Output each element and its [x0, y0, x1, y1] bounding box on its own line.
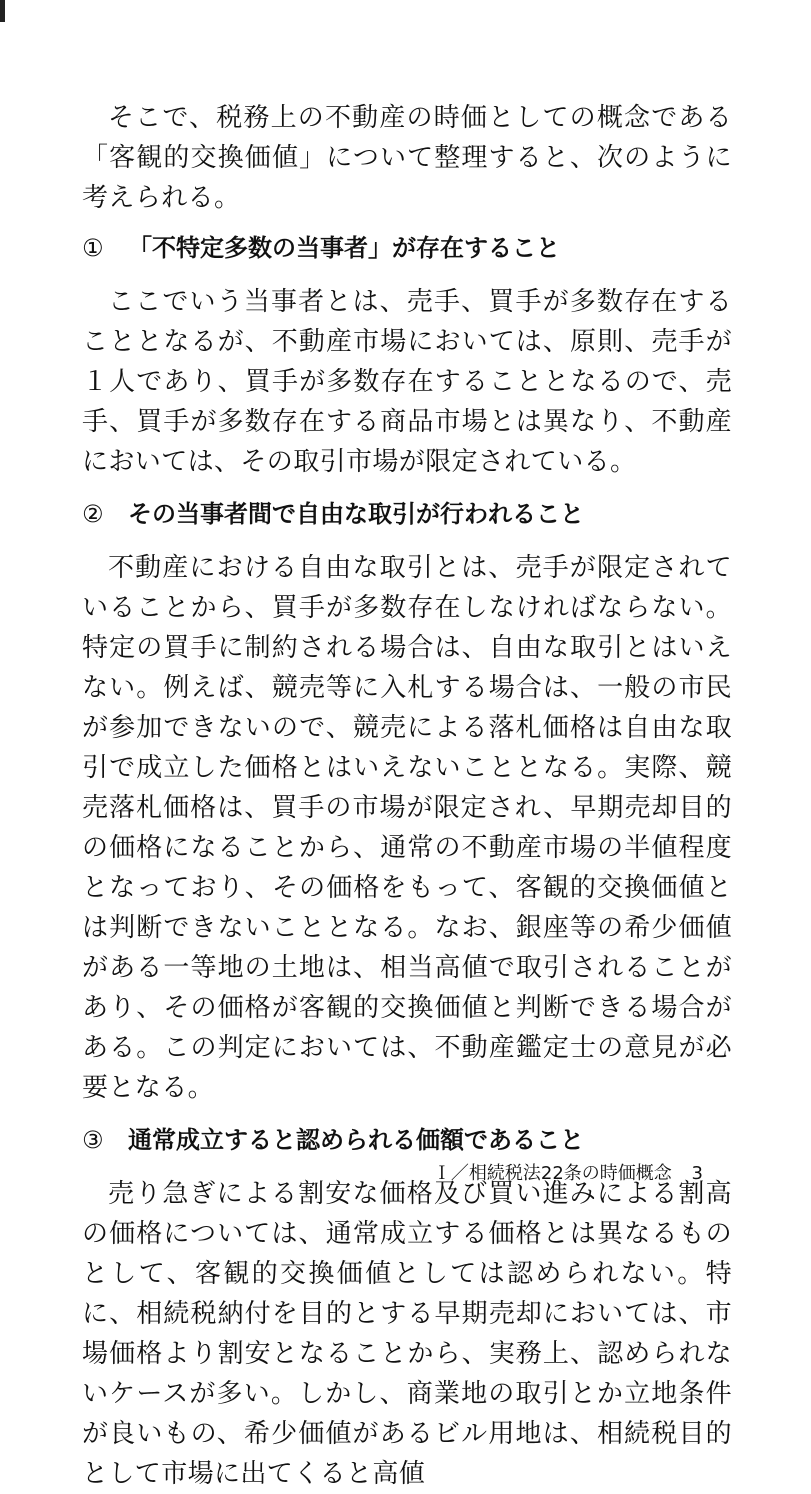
- section-number-1: ①: [82, 234, 104, 262]
- section-number-3: ③: [82, 1126, 104, 1154]
- page-number: 3: [691, 1163, 703, 1184]
- page-content: [82, 98, 732, 1494]
- section-title-1: 「不特定多数の当事者」が存在すること: [128, 234, 560, 262]
- section-title-3: 通常成立すると認められる価額であること: [128, 1126, 584, 1154]
- running-title: Ｉ／相続税法22条の時価概念: [432, 1163, 672, 1184]
- section-heading-2: [82, 494, 732, 534]
- page-footer: [433, 1162, 703, 1186]
- scan-edge-mark: [0, 0, 5, 22]
- section-body-2: 不動産における自由な取引とは、売手が限定されていることから、買手が多数存在しなければならない。特定の買手に制約される場合は、自由な取引とはいえない。例えば、競売等に入札する場合は、一般の市民が参加できないので、競売による落札価格は自由な取引で成立した価格とはいえないこととなる。実際、競売落札価格は、買手の市場が限定され、早期売却目的の価格になることから、通常の不動産市場の半値程度となっており、その価格をもって、客観的交換価値とは判断できないこととなる。なお、銀座等の希少価値がある一等地の土地は、相当高値で取引されることがあり、その価格が客観的交換価値と判断できる場合がある。この判定においては、不動産鑑定士の意見が必要となる。: [82, 553, 732, 1103]
- section-heading-3: [82, 1120, 732, 1160]
- section-body-3: 売り急ぎによる割安な価格及び買い進みによる割高の価格については、通常成立する価格とは異なるものとして、客観的交換価値としては認められない。特に、相続税納付を目的とする早期売却においては、市場価格より割安となることから、実務上、認められないケースが多い。しかし、商業地の取引とか立地条件が良いもの、希少価値があるビル用地は、相続税目的として市場に出てくると高値: [82, 1179, 732, 1489]
- intro-paragraph: そこで、税務上の不動産の時価としての概念である「客観的交換価値」について整理すると、次のように考えられる。: [82, 103, 732, 213]
- section-number-2: ②: [82, 500, 104, 528]
- section-title-2: その当事者間で自由な取引が行われること: [128, 500, 584, 528]
- section-heading-1: [82, 228, 732, 268]
- section-body-1: ここでいう当事者とは、売手、買手が多数存在することとなるが、不動産市場においては、原則、売手が１人であり、買手が多数存在することとなるので、売手、買手が多数存在する商品市場とは異なり、不動産においては、その取引市場が限定されている。: [82, 287, 732, 477]
